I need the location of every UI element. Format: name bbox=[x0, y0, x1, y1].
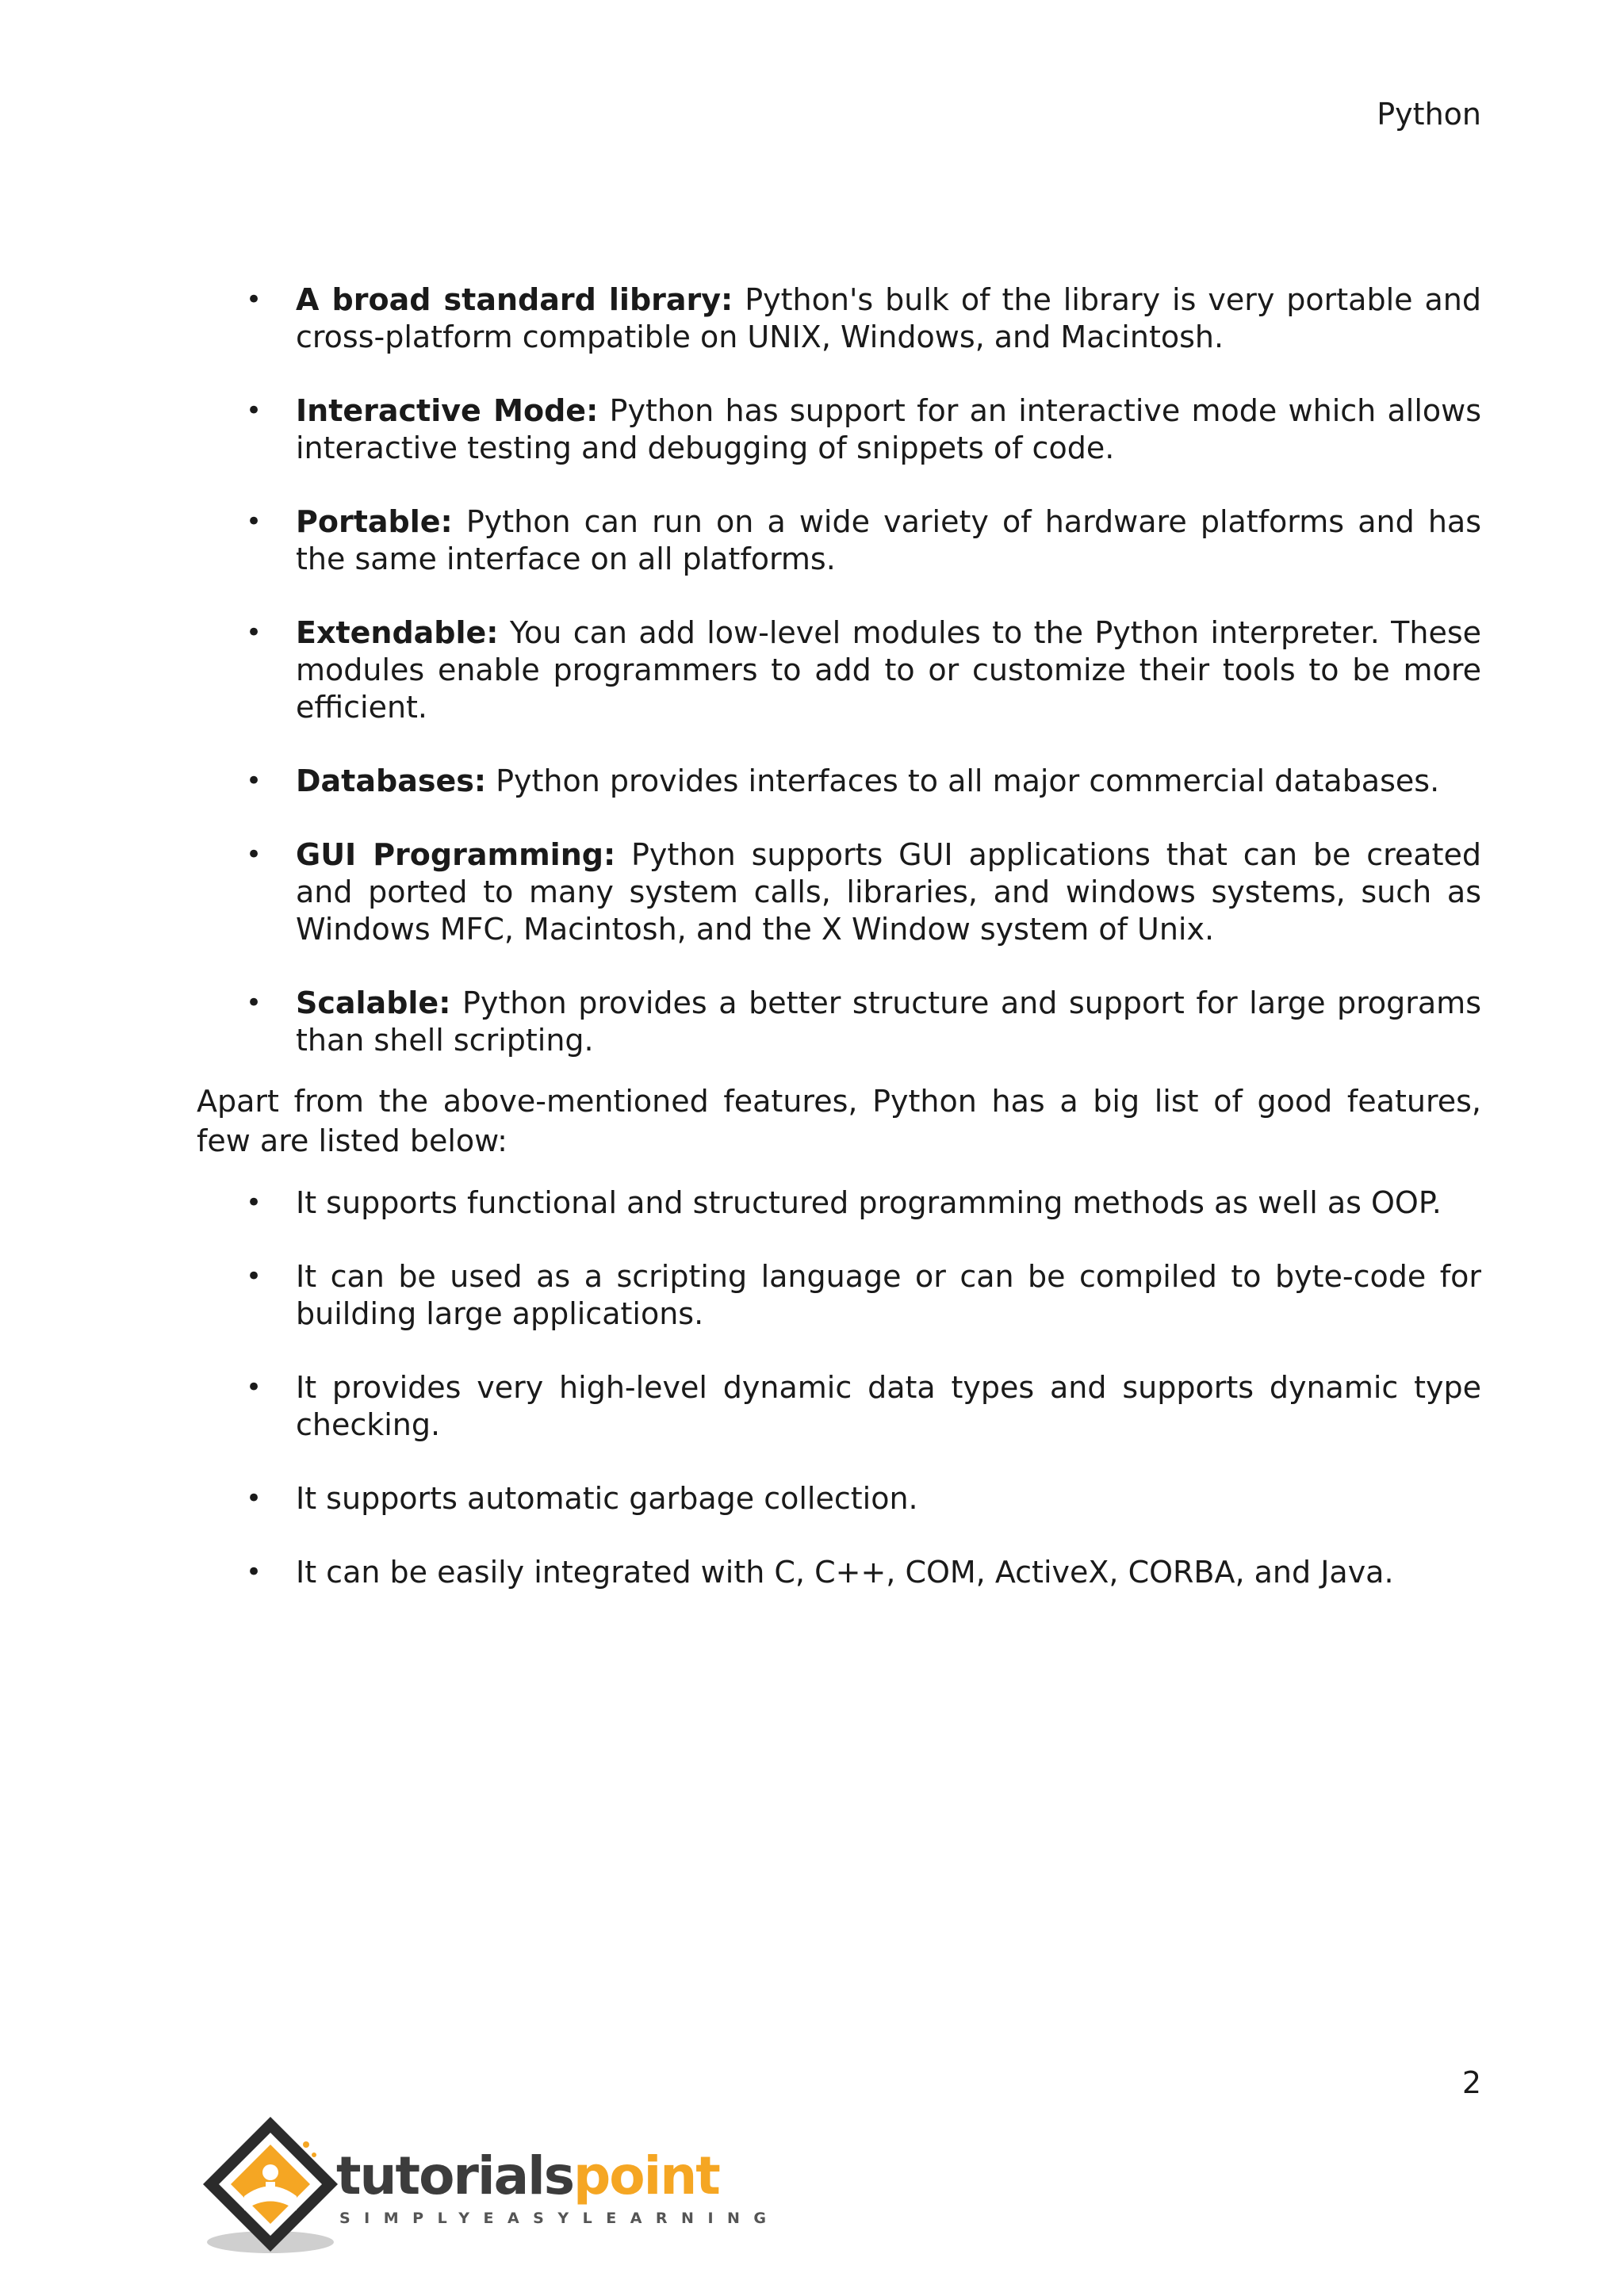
list-item-text: Python's bulk of the library is very portable and cross-platform compatible on UNIX, Windows, and Macintosh. bbox=[296, 282, 1481, 354]
list-item-text: It supports functional and structured programming methods as well as OOP. bbox=[296, 1185, 1442, 1220]
tutorialspoint-logo-icon bbox=[195, 2109, 354, 2267]
page-number: 2 bbox=[1461, 2065, 1481, 2100]
list-item-text: Python provides interfaces to all major commercial databases. bbox=[486, 763, 1440, 798]
list-item-text: It can be used as a scripting language or can be compiled to byte-code for building large applications. bbox=[296, 1259, 1481, 1331]
list-item-text: You can add low-level modules to the Python interpreter. These modules enable programmers to add to or customize their tools to be more efficient. bbox=[296, 615, 1481, 725]
list-item-term: A broad standard library: bbox=[296, 282, 733, 317]
logo-wordmark: tutorialspoint bbox=[336, 2145, 719, 2206]
bullet-icon: • bbox=[246, 1261, 262, 1292]
logo-tagline: SIMPLYEASYLEARNING bbox=[339, 2210, 780, 2227]
bullet-icon: • bbox=[246, 395, 262, 427]
bullet-icon: • bbox=[246, 1556, 262, 1588]
list-item bbox=[197, 1184, 1481, 1222]
list-item-text: Python has support for an interactive mode which allows interactive testing and debugging of snippets of code. bbox=[296, 393, 1482, 465]
bullet-icon: • bbox=[246, 617, 262, 649]
list-item bbox=[197, 392, 1481, 467]
list-item-text: It can be easily integrated with C, C++, COM, ActiveX, CORBA, and Java. bbox=[296, 1555, 1394, 1590]
bullet-icon: • bbox=[246, 765, 262, 797]
bullet-icon: • bbox=[246, 1483, 262, 1514]
feature-list-secondary bbox=[197, 1184, 1481, 1591]
feature-list-primary bbox=[197, 281, 1481, 1059]
bullet-icon: • bbox=[246, 284, 262, 316]
tutorialspoint-logo bbox=[195, 2109, 780, 2267]
list-item-text: Python provides a better structure and support for large programs than shell scripting. bbox=[296, 985, 1481, 1058]
bullet-icon: • bbox=[246, 506, 262, 538]
list-item bbox=[197, 985, 1481, 1059]
page-header-title: Python bbox=[1377, 97, 1481, 132]
body-paragraph: Apart from the above-mentioned features, Python has a big list of good features, few are listed below: bbox=[197, 1084, 1481, 1158]
list-item bbox=[197, 763, 1481, 800]
list-item-text: Python can run on a wide variety of hardware platforms and has the same interface on all platforms. bbox=[296, 504, 1481, 576]
list-item-text: It provides very high-level dynamic data types and supports dynamic type checking. bbox=[296, 1370, 1481, 1442]
document-body bbox=[197, 281, 1481, 1628]
list-item-term: Extendable: bbox=[296, 615, 499, 650]
list-item bbox=[197, 1480, 1481, 1517]
list-item-term: Scalable: bbox=[296, 985, 451, 1020]
list-item-term: GUI Programming: bbox=[296, 837, 616, 872]
bullet-icon: • bbox=[246, 1372, 262, 1403]
list-item bbox=[197, 836, 1481, 948]
list-item bbox=[197, 1554, 1481, 1591]
list-item bbox=[197, 614, 1481, 726]
list-item bbox=[197, 1258, 1481, 1333]
list-item bbox=[197, 281, 1481, 356]
bullet-icon: • bbox=[246, 1187, 262, 1219]
list-item-text: It supports automatic garbage collection. bbox=[296, 1481, 918, 1516]
list-item-text: Python supports GUI applications that can be created and ported to many system calls, libraries, and windows systems, such as Windows MFC, Macintosh, and the X Window system of Unix. bbox=[296, 837, 1481, 947]
list-item-term: Interactive Mode: bbox=[296, 393, 599, 428]
bullet-icon: • bbox=[246, 839, 262, 871]
list-item-term: Databases: bbox=[296, 763, 487, 798]
list-item-term: Portable: bbox=[296, 504, 453, 539]
list-item bbox=[197, 503, 1481, 578]
list-item bbox=[197, 1369, 1481, 1444]
bullet-icon: • bbox=[246, 987, 262, 1019]
